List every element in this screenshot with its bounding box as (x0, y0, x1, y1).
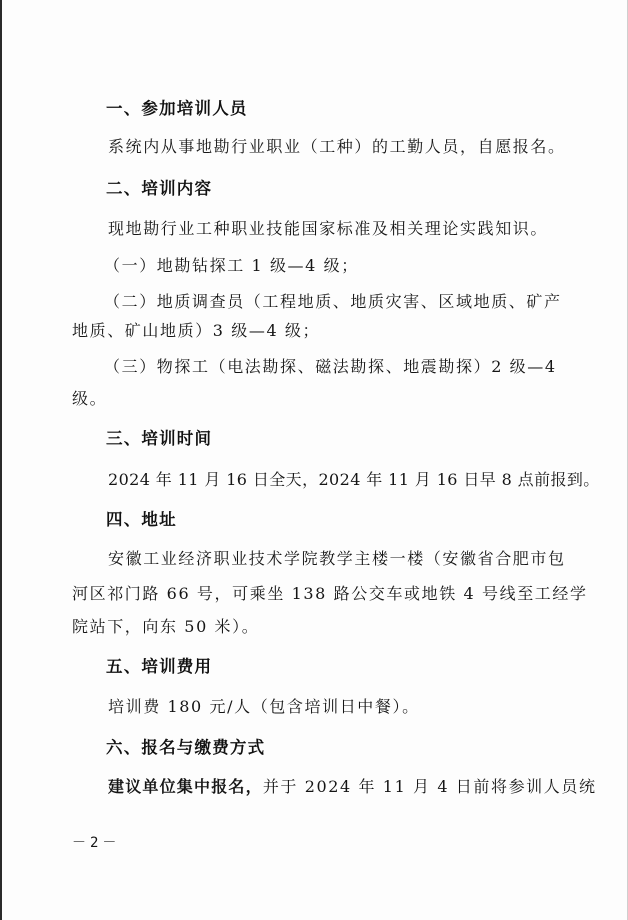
registration-emphasis: 建议单位集中报名， (108, 777, 263, 796)
heading-registration-payment: 六、报名与缴费方式 (106, 738, 266, 757)
paragraph-participants: 系统内从事地勘行业职业（工种）的工勤人员，自愿报名。 (108, 137, 566, 156)
registration-text: 并于 2024 年 11 月 4 日前将参训人员统 (262, 777, 597, 796)
paragraph-address-line1: 安徽工业经济职业技术学院教学主楼一楼（安徽省合肥市包 (108, 549, 566, 568)
list-item-drilling: （一）地勘钻探工 1 级—4 级； (104, 256, 359, 275)
page-number: －2－ (72, 835, 121, 851)
paragraph-training-fee: 培训费 180 元/人（包含培训日中餐）。 (108, 697, 420, 716)
list-item-geophysics-line1: （三）物探工（电法勘探、磁法勘探、地震勘探）2 级—4 (104, 357, 557, 376)
heading-training-participants: 一、参加培训人员 (106, 99, 248, 118)
heading-training-fee: 五、培训费用 (106, 657, 213, 676)
paragraph-training-time: 2024 年 11 月 16 日全天，2024 年 11 月 16 日早 8 点前报到。 (108, 470, 600, 489)
heading-address: 四、地址 (106, 510, 177, 529)
paragraph-content-intro: 现地勘行业工种职业技能国家标准及相关理论实践知识。 (108, 219, 549, 238)
list-item-geology-line1: （二）地质调查员（工程地质、地质灾害、区域地质、矿产 (104, 292, 562, 311)
heading-training-time: 三、培训时间 (106, 429, 213, 448)
paragraph-address-line3: 院站下，向东 50 米）。 (72, 617, 260, 636)
paragraph-address-line2: 河区祁门路 66 号，可乘坐 138 路公交车或地铁 4 号线至工经学 (72, 584, 588, 603)
list-item-geophysics-line2: 级。 (72, 389, 108, 408)
list-item-geology-line2: 地质、矿山地质）3 级—4 级； (72, 321, 321, 340)
paragraph-registration (108, 777, 597, 797)
heading-training-content: 二、培训内容 (106, 179, 213, 198)
